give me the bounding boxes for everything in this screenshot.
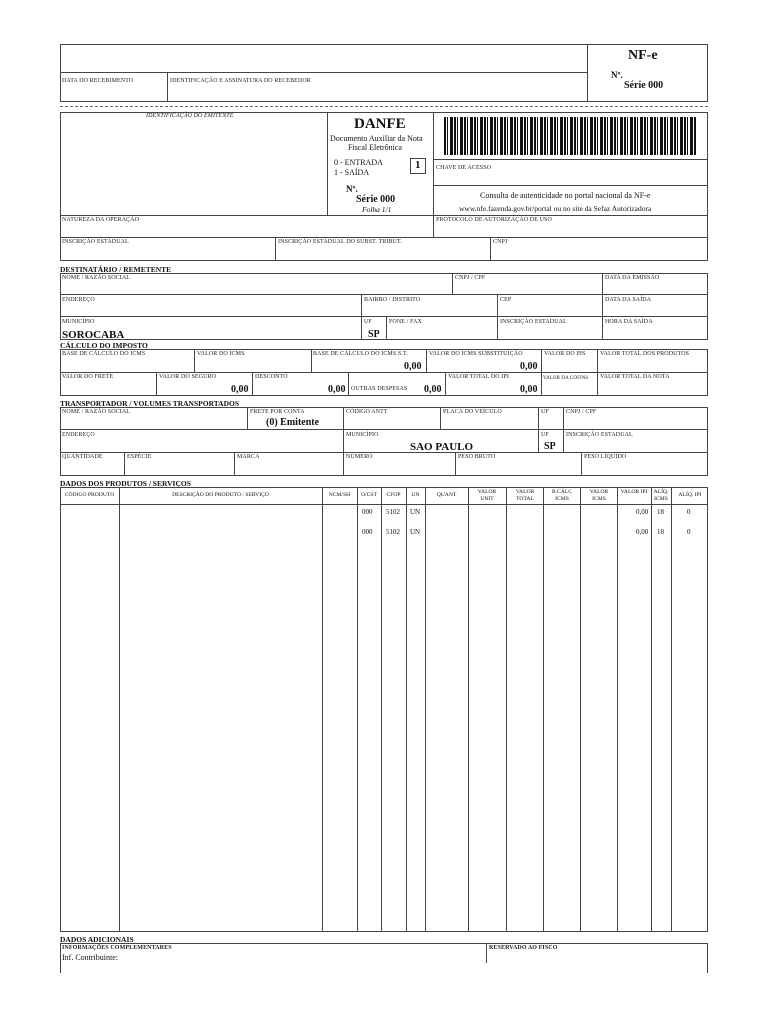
dest-div-7 bbox=[386, 316, 387, 340]
tr-div-2 bbox=[343, 407, 344, 430]
peso-liquido-label: PESO LÍQUIDO bbox=[584, 454, 627, 460]
prod-col-div-1 bbox=[119, 487, 120, 932]
valor-icms-label: VALOR DO ICMS bbox=[197, 351, 245, 357]
valor-icms-st-label: VALOR DO ICMS SUBSTITUIÇÃO bbox=[429, 351, 523, 357]
prod-col-div-7 bbox=[468, 487, 469, 932]
produtos-table bbox=[60, 487, 708, 932]
base-icms-st-value: 0,00 bbox=[404, 361, 422, 372]
valor-ipi-value: 0,00 bbox=[520, 384, 538, 395]
transp-cnpj-label: CNPJ / CPF bbox=[566, 409, 597, 415]
valor-total-produtos-label: VALOR TOTAL DOS PRODUTOS bbox=[600, 351, 690, 357]
row2-aliq-icms: 18 bbox=[657, 528, 664, 536]
dest-municipio-label: MUNICÍPIO bbox=[62, 319, 95, 325]
dest-endereco-label: ENDEREÇO bbox=[62, 297, 95, 303]
danfe-title: DANFE bbox=[354, 116, 406, 132]
th-valor-total: VALOR TOTAL bbox=[515, 489, 535, 502]
tr-div-4 bbox=[538, 407, 539, 430]
th-valor-icms: VALOR ICMS bbox=[589, 489, 609, 502]
dest-inscricao-label: INSCRIÇÃO ESTADUAL bbox=[500, 319, 567, 325]
valor-total-nota-label: VALOR TOTAL DA NOTA bbox=[600, 374, 670, 380]
valor-icms-st-value: 0,00 bbox=[520, 361, 538, 372]
data-recebimento-label: DATA DO RECEBIMENTO bbox=[62, 78, 134, 84]
row1-cfop: 5102 bbox=[386, 508, 400, 516]
dest-nome-label: NOME / RAZÃO SOCIAL bbox=[62, 275, 131, 281]
destinatario-title: DESTINATÁRIO / REMETENTE bbox=[60, 265, 172, 274]
tr-div-11 bbox=[343, 452, 344, 476]
transp-inscricao-label: INSCRIÇÃO ESTADUAL bbox=[566, 432, 633, 438]
prod-col-div-9 bbox=[543, 487, 544, 932]
tr-div-7 bbox=[538, 429, 539, 453]
canhoto-divider-nfe bbox=[587, 44, 588, 102]
row2-cst: 000 bbox=[362, 528, 373, 536]
dest-cnpj-label: CNPJ / CPF bbox=[455, 275, 486, 281]
dest-municipio-value: SOROCABA bbox=[62, 329, 125, 341]
imp-div-2 bbox=[311, 349, 312, 373]
th-descricao: DESCRIÇÃO DO PRODUTO / SERVIÇO bbox=[172, 492, 269, 498]
frete-conta-value: (0) Emitente bbox=[266, 417, 320, 428]
natureza-label: NATUREZA DA OPERAÇÃO bbox=[62, 217, 140, 223]
cut-line bbox=[60, 106, 708, 107]
row2-ipi: 0,00 bbox=[636, 528, 649, 536]
inf-contribuinte: Inf. Contribuinte: bbox=[62, 953, 118, 962]
transp-uf2-label: UF bbox=[541, 432, 549, 438]
th-ncm: NCM/SH bbox=[328, 492, 351, 498]
chave-label: CHAVE DE ACESSO bbox=[436, 165, 492, 171]
transp-endereco-label: ENDEREÇO bbox=[62, 432, 95, 438]
prod-col-div-3 bbox=[357, 487, 358, 932]
cnpj-label: CNPJ bbox=[493, 239, 508, 245]
placa-label: PLACA DO VEÍCULO bbox=[443, 409, 502, 415]
outras-despesas-label: OUTRAS DESPESAS bbox=[351, 386, 408, 392]
especie-label: ESPÉCIE bbox=[127, 454, 152, 460]
emitente-box bbox=[60, 112, 328, 216]
info-complementares-label: INFORMAÇÕES COMPLEMENTARES bbox=[62, 945, 172, 951]
peso-bruto-label: PESO BRUTO bbox=[458, 454, 496, 460]
transp-municipio-value: SAO PAULO bbox=[410, 441, 474, 453]
dest-saida-label: DATA DA SAÍDA bbox=[605, 297, 652, 303]
tr-div-12 bbox=[455, 452, 456, 476]
danfe-sub1: Documento Auxiliar da Nota bbox=[330, 134, 423, 143]
adicionais-title: DADOS ADICIONAIS bbox=[60, 935, 134, 944]
imp-div-11 bbox=[597, 372, 598, 396]
valor-frete-label: VALOR DO FRETE bbox=[62, 374, 114, 380]
th-cst: O/CST bbox=[361, 492, 377, 498]
tr-div-6 bbox=[343, 429, 344, 453]
prod-col-div-5 bbox=[406, 487, 407, 932]
th-un: UN bbox=[411, 492, 420, 498]
canhoto-hline bbox=[60, 72, 587, 73]
frete-conta-label: FRETE POR CONTA bbox=[250, 409, 305, 415]
desconto-value: 0,00 bbox=[328, 384, 346, 395]
transp-uf-label: UF bbox=[541, 409, 549, 415]
th-quant: QUANT bbox=[436, 492, 457, 498]
inscricao-divider-2 bbox=[490, 237, 491, 261]
transp-municipio-label: MUNICÍPIO bbox=[346, 432, 379, 438]
th-codigo: CÓDIGO PRODUTO bbox=[64, 492, 115, 498]
imp-div-7 bbox=[252, 372, 253, 396]
numero-label: NÚMERO bbox=[346, 454, 373, 460]
transp-uf2-value: SP bbox=[544, 441, 556, 452]
valor-pis-label: VALOR DO PIS bbox=[544, 351, 586, 357]
dest-div-6 bbox=[361, 316, 362, 340]
saida-label: 1 - SAÍDA bbox=[334, 168, 370, 177]
row1-aliq-ipi: 0 bbox=[687, 508, 691, 516]
prod-col-div-8 bbox=[506, 487, 507, 932]
reservado-fisco-label: RESERVADO AO FISCO bbox=[489, 945, 558, 951]
canhoto-divider bbox=[167, 72, 168, 102]
imp-div-9 bbox=[445, 372, 446, 396]
prod-col-div-11 bbox=[617, 487, 618, 932]
codigo-antt-label: CÓDIGO ANTT bbox=[346, 409, 388, 415]
canhoto-numero: Nº. bbox=[611, 70, 623, 80]
dest-cep-label: CEP bbox=[500, 297, 512, 303]
danfe-folha: Folha 1/1 bbox=[362, 205, 392, 214]
tr-div-10 bbox=[234, 452, 235, 476]
inscricao-subst-label: INSCRIÇÃO ESTADUAL DO SUBST. TRIBUT. bbox=[278, 239, 402, 245]
consulta-line1: Consulta de autenticidade no portal nacional da NF-e bbox=[480, 191, 651, 200]
base-icms-st-label: BASE DE CÁLCULO DO ICMS S.T. bbox=[313, 351, 408, 357]
dest-div-9 bbox=[602, 316, 603, 340]
th-valor-unit: VALOR UNIT bbox=[477, 489, 497, 502]
identificacao-emitente-label: IDENTIFICAÇÃO DO EMITENTE bbox=[146, 113, 234, 119]
prod-col-div-10 bbox=[580, 487, 581, 932]
barcode-graphic bbox=[444, 117, 696, 155]
tr-div-9 bbox=[124, 452, 125, 476]
desconto-label: DESCONTO bbox=[255, 374, 288, 380]
tr-div-8 bbox=[563, 429, 564, 453]
entrada-label: 0 - ENTRADA bbox=[334, 158, 383, 167]
imp-div-3 bbox=[426, 349, 427, 373]
adicionais-divider bbox=[486, 943, 487, 963]
canhoto-nfe: NF-e bbox=[628, 48, 658, 63]
produtos-header-line bbox=[60, 504, 708, 505]
row2-cfop: 5102 bbox=[386, 528, 400, 536]
consulta-line2: www.nfe.fazenda.gov.br/portal ou no site da Sefaz Autorizadora bbox=[459, 204, 652, 213]
row1-cst: 000 bbox=[362, 508, 373, 516]
transportador-title: TRANSPORTADOR / VOLUMES TRANSPORTADOS bbox=[60, 399, 240, 408]
dest-emissao-label: DATA DA EMISSÃO bbox=[605, 275, 660, 281]
inscricao-estadual-label: INSCRIÇÃO ESTADUAL bbox=[62, 239, 129, 245]
imp-div-6 bbox=[156, 372, 157, 396]
prod-col-div-2 bbox=[322, 487, 323, 932]
th-bcalc-icms: B.CÁLC ICMS bbox=[551, 489, 573, 502]
transp-nome-label: NOME / RAZÃO SOCIAL bbox=[62, 409, 131, 415]
protocolo-label: PROTOCOLO DE AUTORIZAÇÃO DE USO bbox=[436, 217, 552, 223]
danfe-sub2: Fiscal Eletrônica bbox=[348, 143, 402, 152]
row1-aliq-icms: 18 bbox=[657, 508, 664, 516]
row2-un: UN bbox=[410, 528, 421, 536]
imp-div-10 bbox=[541, 372, 542, 396]
prod-col-div-12 bbox=[651, 487, 652, 932]
inscricao-divider-1 bbox=[275, 237, 276, 261]
prod-col-div-13 bbox=[671, 487, 672, 932]
base-icms-label: BASE DE CÁLCULO DO ICMS bbox=[62, 351, 146, 357]
dest-fone-label: FONE / FAX bbox=[389, 319, 422, 325]
identificacao-recebedor-label: IDENTIFICAÇÃO E ASSINATURA DO RECEBEDOR bbox=[170, 78, 311, 84]
produtos-title: DADOS DOS PRODUTOS / SERVIÇOS bbox=[60, 479, 191, 488]
tr-div-1 bbox=[247, 407, 248, 430]
dest-uf-value: SP bbox=[368, 329, 380, 340]
th-aliq-icms: ALÍQ. ICMS bbox=[653, 489, 669, 502]
tr-div-3 bbox=[440, 407, 441, 430]
dest-bairro-label: BAIRRO / DISTRITO bbox=[364, 297, 421, 303]
valor-ipi-label: VALOR TOTAL DO IPI bbox=[448, 374, 509, 380]
dest-div-2 bbox=[602, 273, 603, 295]
th-cfop: CFOP bbox=[386, 492, 401, 498]
danfe-numero: Nº. bbox=[346, 184, 358, 194]
prod-col-div-4 bbox=[381, 487, 382, 932]
dest-div-1 bbox=[452, 273, 453, 295]
valor-cofins-label: VALOR DA COFINS bbox=[543, 376, 589, 381]
dest-div-4 bbox=[497, 294, 498, 317]
dest-hora-label: HORA DA SAÍDA bbox=[605, 319, 653, 325]
row2-aliq-ipi: 0 bbox=[687, 528, 691, 536]
danfe-serie: Série 000 bbox=[356, 194, 396, 205]
tr-div-13 bbox=[581, 452, 582, 476]
imp-div-1 bbox=[194, 349, 195, 373]
imp-div-8 bbox=[348, 372, 349, 396]
row1-ipi: 0,00 bbox=[636, 508, 649, 516]
imp-div-5 bbox=[597, 349, 598, 373]
dest-div-8 bbox=[497, 316, 498, 340]
tipo-value: 1 bbox=[415, 159, 421, 171]
dest-div-5 bbox=[602, 294, 603, 317]
valor-seguro-label: VALOR DO SEGURO bbox=[159, 374, 217, 380]
dest-uf-label: UF bbox=[364, 319, 372, 325]
quantidade-label: QUANTIDADE bbox=[62, 454, 103, 460]
valor-seguro-value: 0,00 bbox=[231, 384, 249, 395]
tr-div-5 bbox=[563, 407, 564, 430]
row1-un: UN bbox=[410, 508, 421, 516]
chave-box bbox=[433, 159, 708, 186]
imp-div-4 bbox=[541, 349, 542, 373]
canhoto-serie: Série 000 bbox=[624, 80, 664, 91]
outras-despesas-value: 0,00 bbox=[424, 384, 442, 395]
marca-label: MARCA bbox=[237, 454, 260, 460]
dest-div-3 bbox=[361, 294, 362, 317]
imposto-title: CÁLCULO DO IMPOSTO bbox=[60, 341, 148, 350]
th-aliq-ipi: ALÍQ. IPI bbox=[678, 492, 702, 498]
prod-col-div-6 bbox=[425, 487, 426, 932]
th-valor-ipi: VALOR IPI bbox=[620, 489, 648, 495]
